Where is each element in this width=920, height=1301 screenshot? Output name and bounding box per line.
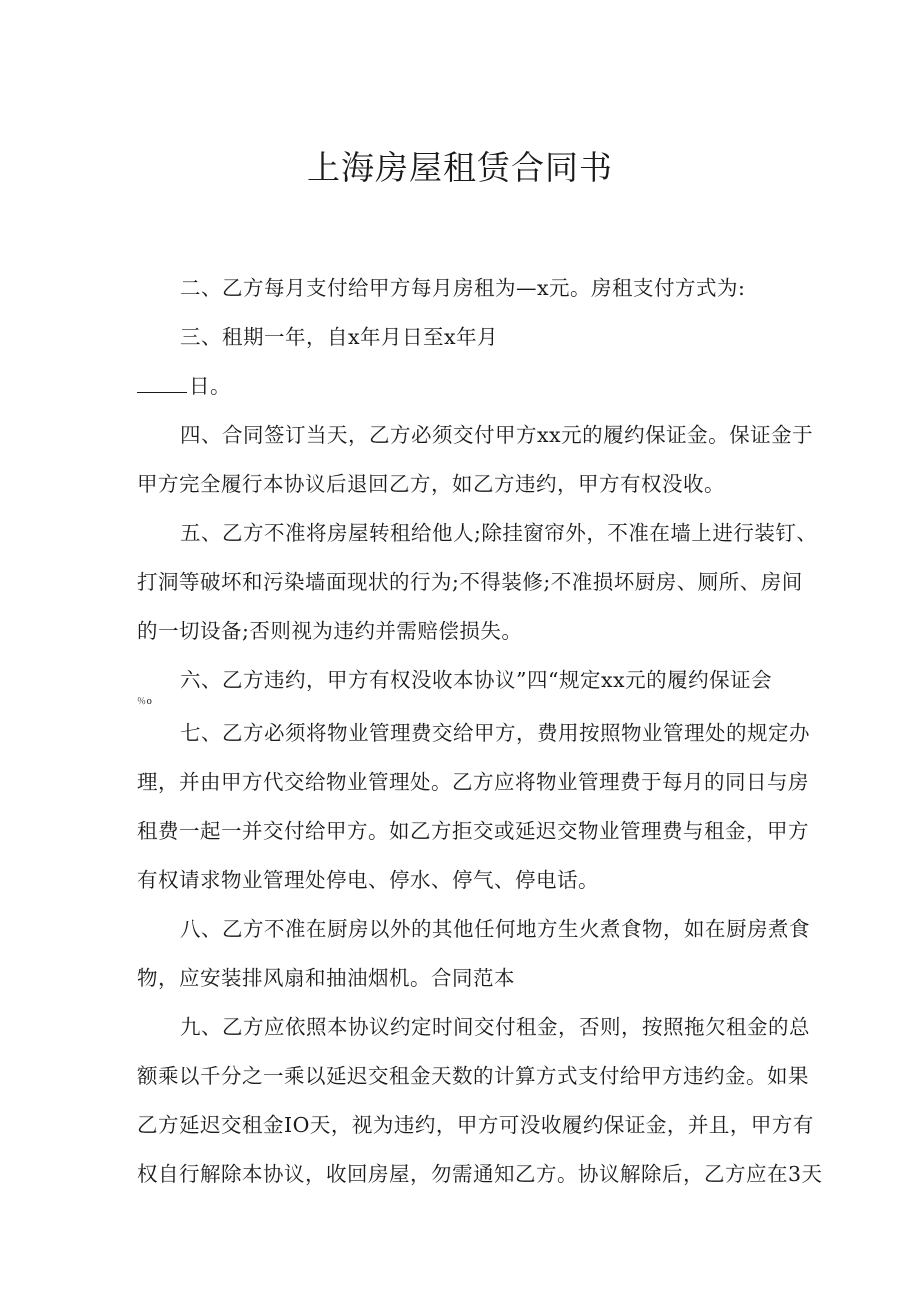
clause-4-line-2: 甲方完全履行本协议后退回乙方，如乙方违约，甲方有权没收。 <box>137 472 725 496</box>
clause-5-line-1: 五、乙方不准将房屋转租给他人;除挂窗帘外，不准在墙上进行装钉、 <box>180 521 818 545</box>
clause-9-line-4: 权自行解除本协议，收回房屋，勿需通知乙方。协议解除后，乙方应在3天 <box>137 1162 823 1186</box>
clause-6-line-2: ％o <box>137 697 153 707</box>
clause-8-line-1: 八、乙方不准在厨房以外的其他任何地方生火煮食物，如在厨房煮食 <box>180 917 810 941</box>
document-title: 上海房屋租赁合同书 <box>307 148 613 187</box>
clause-3-line-1: 三、租期一年，自x年月日至x年月 <box>180 325 499 349</box>
clause-7-line-4: 有权请求物业管理处停电、停水、停气、停电话。 <box>137 868 599 892</box>
clause-8-line-2: 物，应安装排风扇和抽油烟机。合同范本 <box>137 966 515 990</box>
clause-3-line-2 <box>137 371 817 401</box>
clause-2-line-1: 二、乙方每月支付给甲方每月房租为—x元。房租支付方式为: <box>180 276 746 300</box>
clause-7-line-3: 租费一起一并交付给甲方。如乙方拒交或延迟交物业管理费与租金，甲方 <box>137 819 809 843</box>
clause-5-line-2: 打洞等破坏和污染墙面现状的行为;不得装修;不准损坏厨房、厕所、房间 <box>137 570 803 594</box>
clause-3-line-2-text: 日。 <box>189 374 231 398</box>
clause-5-line-3: 的一切设备;否则视为违约并需赔偿损失。 <box>137 619 523 643</box>
clause-7-line-1: 七、乙方必须将物业管理费交给甲方，费用按照物业管理处的规定办 <box>180 721 810 745</box>
fill-in-blank <box>137 374 187 393</box>
clause-9-line-3: 乙方延迟交租金IO天，视为违约，甲方可没收履约保证金，并且，甲方有 <box>137 1113 814 1137</box>
clause-9-line-1: 九、乙方应依照本协议约定时间交付租金，否则，按照拖欠租金的总 <box>180 1015 810 1039</box>
clause-7-line-2: 理，并由甲方代交给物业管理处。乙方应将物业管理费于每月的同日与房 <box>137 770 809 794</box>
clause-9-line-2: 额乘以千分之一乘以延迟交租金天数的计算方式支付给甲方违约金。如果 <box>137 1064 809 1088</box>
clause-4-line-1: 四、合同签订当天，乙方必须交付甲方xx元的履约保证金。保证金于 <box>180 423 814 447</box>
clause-6-line-1: 六、乙方违约，甲方有权没收本协议”四“规定xx元的履约保证会 <box>180 668 773 692</box>
